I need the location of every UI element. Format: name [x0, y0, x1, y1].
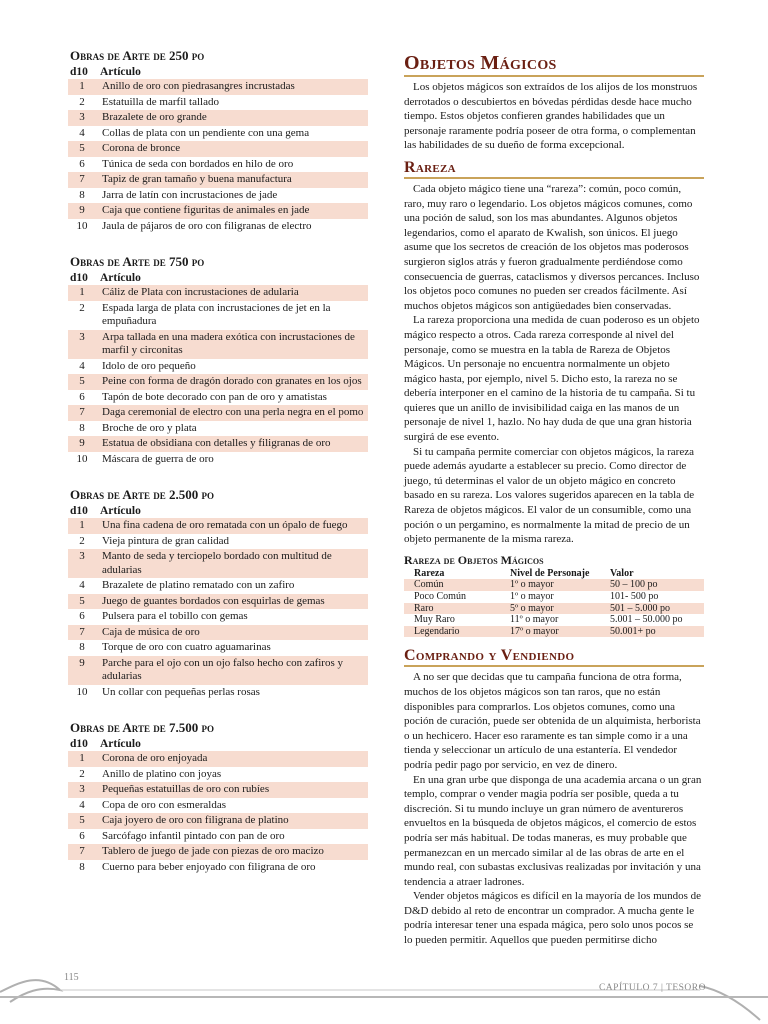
table-cell: Legendario	[414, 625, 460, 637]
roll-number: 7	[79, 173, 85, 185]
table-row	[68, 285, 368, 301]
table-cell: Poco Común	[414, 591, 466, 602]
roll-number: 3	[79, 111, 85, 123]
art-table	[68, 254, 368, 467]
roll-number: 7	[79, 845, 85, 857]
roll-number: 5	[79, 814, 85, 826]
item-name: Anillo de platino con joyas	[102, 767, 222, 780]
table-header	[68, 272, 368, 285]
roll-number: 2	[79, 95, 85, 108]
item-name: Corona de bronce	[102, 142, 181, 154]
table-row	[68, 813, 368, 829]
table-row	[68, 594, 368, 610]
table-row	[68, 95, 368, 111]
roll-number: 2	[79, 534, 85, 547]
item-name: Jaula de pájaros de oro con filigranas de electro	[102, 219, 312, 232]
item-name: Copa de oro con esmeraldas	[102, 798, 227, 811]
column-header: d10	[70, 738, 88, 750]
table-row	[68, 829, 368, 845]
roll-number: 4	[79, 359, 85, 372]
table-row	[68, 751, 368, 767]
rarity-table	[404, 568, 704, 638]
table-row	[68, 625, 368, 641]
roll-number: 1	[79, 80, 85, 92]
column-header: Rareza	[414, 567, 445, 579]
table-row	[68, 421, 368, 437]
table-row	[68, 534, 368, 550]
item-name: Espada larga de plata con incrustaciones de jet en la empuñadura	[102, 301, 331, 327]
table-title: Obras de Arte de 2.500 po	[70, 487, 214, 502]
item-name: Manto de seda y terciopelo bordado con multitud de adularias	[102, 550, 332, 576]
item-name: Un collar con pequeñas perlas rosas	[102, 685, 260, 698]
roll-number: 5	[79, 594, 85, 607]
table-cell: 1º o mayor	[510, 579, 554, 591]
table-row	[68, 126, 368, 142]
roll-number: 7	[79, 406, 85, 418]
item-name: Pequeñas estatuillas de oro con rubíes	[102, 783, 270, 795]
roll-number: 10	[76, 685, 88, 698]
table-row	[68, 110, 368, 126]
table-row	[68, 860, 368, 876]
roll-number: 6	[79, 157, 85, 170]
roll-number: 2	[79, 301, 85, 314]
divider	[404, 75, 704, 77]
table-cell: 101- 500 po	[610, 591, 659, 602]
item-name: Peine con forma de dragón dorado con granates en los ojos	[102, 375, 362, 387]
item-name: Tapiz de gran tamaño y buena manufactura	[102, 173, 292, 185]
item-name: Torque de oro con cuatro aguamarinas	[102, 641, 271, 653]
item-name: Vieja pintura de gran calidad	[102, 534, 230, 547]
roll-number: 9	[79, 656, 85, 669]
item-name: Anillo de oro con piedrasangres incrustadas	[102, 80, 295, 92]
item-name: Pulsera para el tobillo con gemas	[102, 610, 248, 622]
item-name: Túnica de seda con bordados en hilo de oro	[102, 157, 294, 170]
roll-number: 8	[79, 860, 85, 873]
item-name: Daga ceremonial de electro con una perla negra en el pomo	[102, 406, 364, 418]
item-name: Collas de plata con un pendiente con una gema	[102, 126, 310, 139]
item-name: Tapón de bote decorado con pan de oro y amatistas	[102, 390, 327, 403]
table-row	[68, 374, 368, 390]
table-row	[404, 603, 704, 615]
item-name: Tablero de juego de jade con piezas de oro macizo	[102, 845, 324, 857]
divider	[404, 665, 704, 667]
table-cell: Muy Raro	[414, 614, 455, 626]
table-row	[68, 359, 368, 375]
column-header: d10	[70, 272, 88, 284]
paragraph: Si tu campaña permite comerciar con objetos mágicos, la rareza puede además ayudarte a establecer su precio. Como director de juego, tú determinas el valor de un objeto mágico en concreto basado en su rareza. Los valores sugeridos aparecen en la tabla de Rareza de objetos mágicos. El valor de un consumible, como una poción o un pergamino, es normalmente la mitad de precio de un objeto permanente de la misma rareza.	[404, 445, 695, 546]
roll-number: 9	[79, 204, 85, 216]
column-header: d10	[70, 66, 88, 78]
table-row	[68, 578, 368, 594]
table-row	[68, 390, 368, 406]
paragraph: Los objetos mágicos son extraídos de los alijos de los monstruos derrotados o descubiertos en bóvedas pérdidas desde hace mucho tiempo. Estos objetos confieren grandes habilidades que un personaje raramente podría poseer de otra forma, o complementan las habilidades de su dueño de forma excepcional.	[404, 81, 698, 152]
table-row	[68, 436, 368, 452]
roll-number: 1	[79, 286, 85, 298]
table-row	[68, 157, 368, 173]
roll-number: 3	[79, 550, 85, 562]
roll-number: 9	[79, 437, 85, 449]
table-header	[68, 505, 368, 518]
roll-number: 3	[79, 783, 85, 795]
item-name: Cuerno para beber enjoyado con filigrana de oro	[102, 860, 316, 873]
table-row	[68, 609, 368, 625]
item-name: Estatuilla de marfil tallado	[102, 95, 219, 108]
table-row	[68, 518, 368, 534]
table-row	[68, 219, 368, 235]
magic-items-column	[404, 52, 704, 948]
table-row	[68, 203, 368, 219]
table-cell: 5º o mayor	[510, 602, 554, 614]
table-row	[404, 591, 704, 603]
table-row	[68, 844, 368, 860]
roll-number: 6	[79, 390, 85, 403]
art-table	[68, 487, 368, 700]
paragraph: A no ser que decidas que tu campaña funciona de otra forma, muchos de los objetos mágicos son tan raros, que no están disponibles para comprarlos. Los objetos comunes, como una poción de curación, puede ser obtenida de un alquimista, herborista o un hechicero. Hacer eso raramente es tan simple como ir a una tienda y seleccionar un artículo de una estantería. El vendedor podría pedir pago por servicio, en vez de dinero.	[404, 671, 701, 771]
table-row	[68, 301, 368, 330]
column-header: Artículo	[100, 66, 141, 78]
item-name: Corona de oro enjoyada	[102, 752, 208, 764]
roll-number: 8	[79, 421, 85, 434]
table-cell: 11º o mayor	[510, 614, 559, 626]
paragraph: Cada objeto mágico tiene una “rareza”: común, poco común, raro, muy raro o legendario. Los objetos mágicos comunes, como una poción de salud, son los mas abundantes. Algunos objetos legendarios, como el aparato de Kwalish, son únicos. El juego asume que los secretos de creación de los objetos mas poderosos surgieron siglos atrás y fueron gradualmente perdiéndose como consecuencia de guerras, cataclismos y diversos percances. Incluso los objetos poco comunes no pueden ser creados fácilmente. Así muchos objetos mágicos son antigüedades bien conservadas.	[404, 182, 700, 312]
table-row	[68, 141, 368, 157]
item-name: Caja que contiene figuritas de animales en jade	[102, 204, 310, 216]
roll-number: 2	[79, 767, 85, 780]
table-title: Obras de Arte de 250 po	[70, 48, 205, 63]
item-name: Máscara de guerra de oro	[102, 452, 214, 465]
table-cell: 501 – 5.000 po	[610, 602, 670, 614]
table-cell: 50.001+ po	[610, 625, 656, 637]
table-row	[404, 614, 704, 626]
art-tables-column	[68, 48, 368, 895]
column-header: Nivel de Personaje	[510, 567, 590, 579]
table-row	[68, 79, 368, 95]
item-name: Brazalete de platino rematado con un zafiro	[102, 579, 295, 591]
table-row	[68, 640, 368, 656]
section-title-buying-selling: Comprando y Vendiendo	[404, 647, 575, 665]
table-cell: Común	[414, 579, 444, 591]
footer-rule	[0, 996, 768, 998]
chapter-label: CAPÍTULO 7 | TESORO	[598, 983, 706, 993]
divider	[404, 177, 704, 179]
item-name: Jarra de latín con incrustaciones de jade	[102, 188, 278, 201]
column-header: Artículo	[100, 505, 141, 517]
column-header: Valor	[610, 567, 634, 579]
item-name: Broche de oro y plata	[102, 421, 197, 434]
table-cell: 5.001 – 50.000 po	[610, 614, 683, 626]
table-row	[68, 782, 368, 798]
item-name: Cáliz de Plata con incrustaciones de adularia	[102, 286, 299, 298]
roll-number: 4	[79, 126, 85, 139]
roll-number: 10	[76, 452, 88, 465]
table-row	[68, 452, 368, 468]
roll-number: 1	[79, 519, 85, 531]
table-cell: 50 – 100 po	[610, 579, 658, 591]
item-name: Juego de guantes bordados con esquirlas de gemas	[102, 594, 325, 607]
table-header	[68, 66, 368, 79]
paragraph: La rareza proporciona una medida de cuan poderoso es un objeto mágico respecto a otros. Cada rareza corresponde al nivel del personaje, como se muestra en la tabla de Rareza de Objetos Mágicos. Un personaje no encuentra normalmente un objeto mágico hasta, por ejemplo, nivel 5. Dicho esto, la rareza no se debería interponer en el camino de la historia de tu campaña. Si tu quieres que un anillo de invisibilidad caiga en las manos de un personaje de nivel 1, hazlo. No hay duda de que una gran historia surgirá de ese evento.	[404, 314, 700, 444]
column-header: d10	[70, 505, 88, 517]
table-row	[68, 656, 368, 685]
roll-number: 8	[79, 188, 85, 201]
roll-number: 4	[79, 798, 85, 811]
table-row	[68, 172, 368, 188]
table-title: Obras de Arte de 750 po	[70, 254, 205, 269]
table-row	[68, 405, 368, 421]
item-name: Idolo de oro pequeño	[102, 359, 196, 372]
roll-number: 5	[79, 375, 85, 387]
table-cell: 1º o mayor	[510, 591, 554, 602]
roll-number: 8	[79, 641, 85, 653]
roll-number: 10	[76, 219, 88, 232]
item-name: Sarcófago infantil pintado con pan de oro	[102, 829, 285, 842]
paragraph: Vender objetos mágicos es difícil en la mayoría de los mundos de D&D debido al reto de encontrar un comprador. A mucha gente le podría interesar tener una espada mágica, pero solo unos pocos se lo pueden permitir. Aquellos que pueden permitirse dicho	[404, 890, 702, 947]
item-name: Parche para el ojo con un ojo falso hecho con zafiros y adularias	[102, 656, 343, 682]
art-table	[68, 48, 368, 234]
table-row	[404, 626, 704, 638]
roll-number: 1	[79, 752, 85, 764]
roll-number: 5	[79, 142, 85, 154]
table-cell: 17º o mayor	[510, 625, 559, 637]
roll-number: 7	[79, 625, 85, 638]
roll-number: 4	[79, 579, 85, 591]
paragraph: En una gran urbe que disponga de una academia arcana o un gran templo, comprar o vender magia podría ser posible, queda a tu discreción. Si tu mundo incluye un gran número de aventureros envueltos en la búsqueda de objetos mágicos, el comercio de estos podría ser más habitual. De todas maneras, es muy probable que permanezcan en un mercado similar al de las obras de arte en el mundo real, con subastas exclusivas realizadas por invitación y una tendencia a atraer ladrones.	[404, 773, 702, 888]
section-title-magic-items: Objetos Mágicos	[404, 52, 557, 74]
table-header	[68, 738, 368, 751]
table-row	[68, 330, 368, 359]
table-row	[68, 685, 368, 701]
item-name: Arpa tallada en una madera exótica con incrustaciones de marfil y circonitas	[102, 330, 355, 356]
item-name: Estatua de obsidiana con detalles y filigranas de oro	[102, 437, 331, 449]
page-number: 115	[64, 972, 79, 983]
rarity-header	[404, 568, 704, 580]
roll-number: 6	[79, 610, 85, 622]
table-row	[404, 579, 704, 591]
rarity-table-title: Rareza de Objetos Mágicos	[404, 552, 544, 567]
item-name: Caja joyero de oro con filigrana de platino	[102, 814, 289, 826]
column-header: Artículo	[100, 272, 141, 284]
roll-number: 6	[79, 829, 85, 842]
section-title-rarity: Rareza	[404, 158, 456, 176]
item-name: Brazalete de oro grande	[102, 111, 207, 123]
column-header: Artículo	[100, 738, 141, 750]
table-row	[68, 549, 368, 578]
table-cell: Raro	[414, 602, 434, 614]
item-name: Caja de música de oro	[102, 625, 200, 638]
table-row	[68, 798, 368, 814]
table-title: Obras de Arte de 7.500 po	[70, 720, 214, 735]
art-table	[68, 720, 368, 875]
item-name: Una fina cadena de oro rematada con un ópalo de fuego	[102, 519, 348, 531]
table-row	[68, 767, 368, 783]
roll-number: 3	[79, 330, 85, 343]
table-row	[68, 188, 368, 204]
